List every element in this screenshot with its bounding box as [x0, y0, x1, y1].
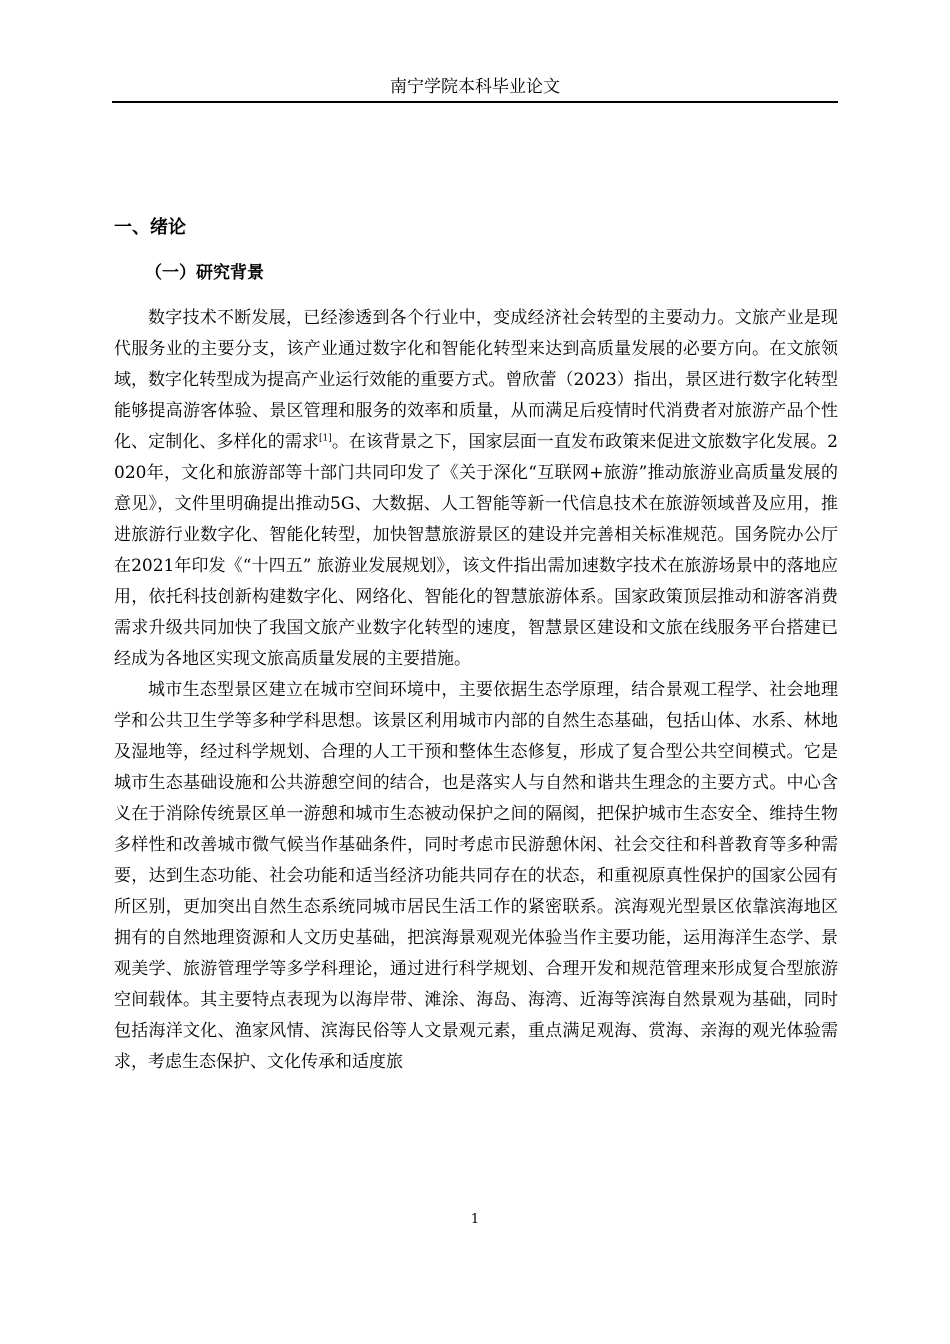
header-divider [112, 101, 838, 103]
paragraph-text: 。在该背景之下，国家层面一直发布政策来促进文旅数字化发展。2020年，文化和旅游部等十部门共同印发了《关于深化“互联网+旅游”推动旅游业高质量发展的意见》，文件里明确提出推动5G、大数据、人工智能等新一代信息技术在旅游领域普及应用，推进旅游行业数字化、智能化转型，加快智慧旅游景区的建设并完善相关标准规范。国务院办公厅在2021年印发《“十四五” 旅游业发展规划》，该文件指出需加速数字技术在旅游场景中的落地应用，依托科技创新构建数字化、网络化、智能化的智慧旅游体系。国家政策顶层推动和游客消费需求升级共同加快了我国文旅产业数字化转型的速度，智慧景区建设和文旅在线服务平台搭建已经成为各地区实现文旅高质量发展的主要措施。 [114, 432, 838, 669]
body-text [114, 303, 838, 1078]
paragraph-text: 数字技术不断发展，已经渗透到各个行业中，变成经济社会转型的主要动力。文旅产业是现代服务业的主要分支，该产业通过数字化和智能化转型来达到高质量发展的必要方向。在文旅领域，数字化转型成为提高产业运行效能的重要方式。曾欣蕾（2023）指出，景区进行数字化转型能够提高游客体验、景区管理和服务的效率和质量，从而满足后疫情时代消费者对旅游产品个性化、定制化、多样化的需求 [114, 308, 838, 452]
paragraph-research-background-2: 城市生态型景区建立在城市空间环境中，主要依据生态学原理，结合景观工程学、社会地理学和公共卫生学等多种学科思想。该景区利用城市内部的自然生态基础，包括山体、水系、林地及湿地等，经过科学规划、合理的人工干预和整体生态修复，形成了复合型公共空间模式。它是城市生态基础设施和公共游憩空间的结合，也是落实人与自然和谐共生理念的主要方式。中心含义在于消除传统景区单一游憩和城市生态被动保护之间的隔阂，把保护城市生态安全、维持生物多样性和改善城市微气候当作基础条件，同时考虑市民游憩休闲、社会交往和科普教育等多种需要，达到生态功能、社会功能和适当经济功能共同存在的状态，和重视原真性保护的国家公园有所区别，更加突出自然生态系统同城市居民生活工作的紧密联系。滨海观光型景区依靠滨海地区拥有的自然地理资源和人文历史基础，把滨海景观观光体验当作主要功能，运用海洋生态学、景观美学、旅游管理学等多学科理论，通过进行科学规划、合理开发和规范管理来形成复合型旅游空间载体。其主要特点表现为以海岸带、滩涂、海岛、海湾、近海等滨海自然景观为基础，同时包括海洋文化、渔家风情、滨海民俗等人文景观元素，重点满足观海、赏海、亲海的观光体验需求，考虑生态保护、文化传承和适度旅 [114, 680, 838, 1072]
paragraph-research-background-1 [114, 303, 838, 675]
running-header-title: 南宁学院本科毕业论文 [390, 77, 560, 97]
page-number: 1 [470, 1212, 480, 1227]
citation-marker: [1] [318, 433, 332, 444]
subsection-heading: （一）研究背景 [145, 263, 264, 283]
section-heading: 一、绪论 [114, 217, 186, 238]
